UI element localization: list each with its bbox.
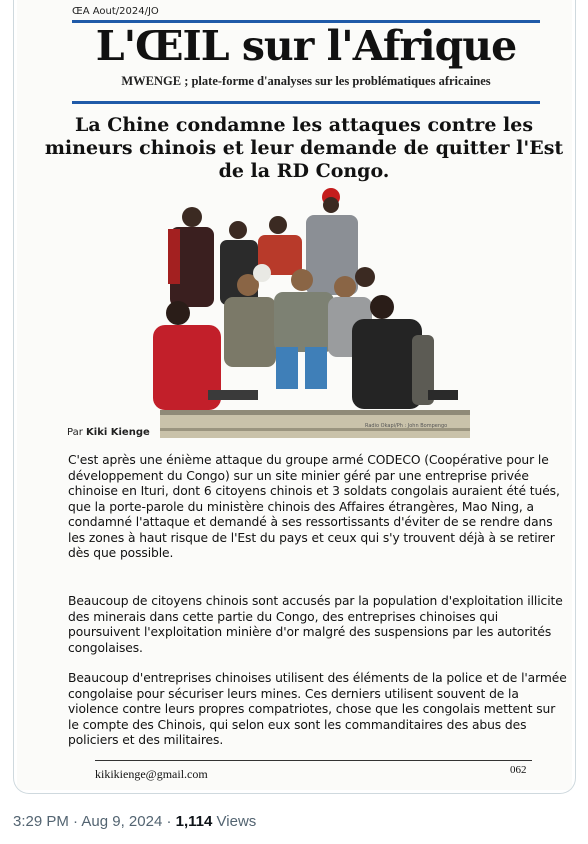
masthead-bottom-rule bbox=[72, 101, 540, 104]
newspaper-tagline: MWENGE ; plate-forme d'analyses sur les problématiques africaines bbox=[121, 74, 491, 88]
article-paragraph-2: Beaucoup de citoyens chinois sont accusés par la population d'exploitation illicite des minerais dans cette partie du Congo, des entreprises chinoises qui poursuivent l'exploitation minière d'or malgré des suspensions par les autorités congolaises. bbox=[68, 594, 563, 655]
article-paragraph-1: C'est après une énième attaque du groupe armé CODECO (Coopérative pour le développement du Congo) sur un site minier géré par une entreprise privée chinoise en Ituri, dont 6 citoyens chinois et 3 soldats congolais auraient été tués, que la porte-parole du ministère chinois des Affaires étrangères, Mao Ning, a condamné l'attaque et demandé à ses ressortissants d'éviter de se rendre dans les zones à haut risque de l'Est du pays et ceux qui s'y trouvent déjà à se retirer dès que possible. bbox=[68, 453, 560, 560]
article-paragraph-3: Beaucoup d'entreprises chinoises utilisent des éléments de la police et de l'armée congolaise pour sécuriser leurs mines. Ces derniers utilisent souvent de la violence contre leurs propres compatriotes, chose que les congolais mettent sur le compte des Chinois, qui selon eux sont les commanditaires des abus des policiers et des militaires. bbox=[68, 671, 567, 747]
photo-credit: Radio Okapi/Ph : John Bompengo bbox=[365, 423, 448, 429]
meta-separator-2: · bbox=[166, 813, 172, 830]
views-count: 1,114 bbox=[175, 813, 213, 830]
views-label: Views bbox=[216, 813, 257, 830]
meta-separator: · bbox=[73, 813, 79, 830]
article-byline bbox=[67, 427, 150, 438]
tweet-media-card[interactable] bbox=[13, 0, 576, 794]
tweet-time[interactable]: 3:29 PM bbox=[13, 813, 69, 830]
newspaper-page-image bbox=[17, 0, 572, 790]
footer-rule bbox=[95, 760, 532, 761]
byline-author: Kiki Kienge bbox=[86, 427, 150, 438]
byline-prefix: Par bbox=[67, 427, 83, 438]
article-photo bbox=[150, 185, 470, 440]
footer-email: kikikienge@gmail.com bbox=[95, 767, 208, 781]
issue-code: ŒA Aout/2024/JO bbox=[72, 6, 159, 17]
newspaper-masthead: L'ŒIL sur l'Afrique bbox=[95, 22, 517, 70]
footer-page-number: 062 bbox=[510, 764, 527, 776]
article-headline: La Chine condamne les attaques contre les mineurs chinois et leur demande de quitter l'Est de la RD Congo. bbox=[44, 114, 564, 182]
tweet-date[interactable]: Aug 9, 2024 bbox=[81, 813, 163, 830]
tweet-metadata bbox=[13, 813, 256, 830]
